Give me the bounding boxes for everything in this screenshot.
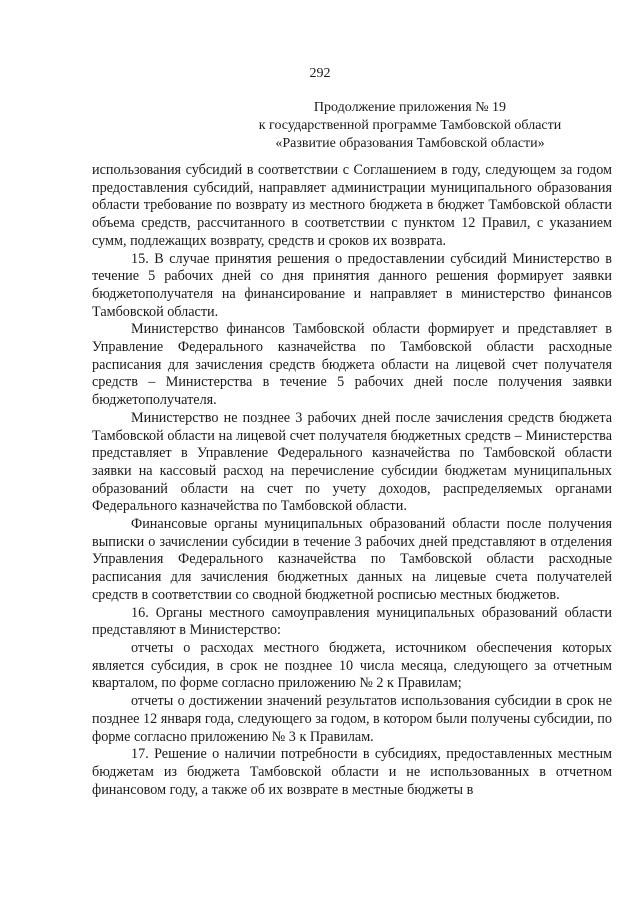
paragraph-item-17: 17. Решение о наличии потребности в субсидиях, предоставленных местным бюджетам из бюджета Тамбовской области и не использованных в отчетном финансовом году, а также об их возврате в местные бюджеты в [92,746,612,798]
paragraph-finance-ministry: Министерство финансов Тамбовской области формирует и представляет в Управление Федерального казначейства по Тамбовской области расходные расписания для зачисления средств бюджета области на лицевой счет получателя средств – Министерства в течение 5 рабочих дней после получения заявки бюджетополучателя. [92,321,612,409]
paragraph-item-15: 15. В случае принятия решения о предоставлении субсидий Министерство в течение 5 рабочих дней со дня принятия данного решения формирует заявки бюджетополучателя на финансирование и направляет в министерство финансов Тамбовской области. [92,250,612,320]
paragraph-continuation: использования субсидий в соответствии с Соглашением в году, следующем за годом предоставления субсидий, направляет администрации муниципального образования области требование по возврату из местного бюджета в бюджет Тамбовской области объема средств, рассчитанного в соответствии с пунктом 12 Правил, с указанием сумм, подлежащих возврату, средств и сроков их возврата. [92,162,612,249]
page-number: 292 [309,66,331,81]
document-body [92,162,612,799]
appendix-header [220,99,600,153]
paragraph-item-16: 16. Органы местного самоуправления муниципальных образований области представляют в Министерство: [92,604,612,639]
paragraph-ministry-transfer: Министерство не позднее 3 рабочих дней после зачисления средств бюджета Тамбовской области на лицевой счет получателя бюджетных средств – Министерства представляет в Управление Федерального казначейства по Тамбовской области заявки на кассовый расход на перечисление субсидии бюджетам муниципальных образований области на счет по учету доходов, распределяемых органами Федерального казначейства по Тамбовской области. [92,409,612,515]
header-line-3: «Развитие образования Тамбовской области» [275,136,545,151]
paragraph-result-reports: отчеты о достижении значений результатов использования субсидии в срок не позднее 12 января года, следующего за годом, в котором были получены субсидии, по форме согласно приложению № 3 к Правилам. [92,693,612,745]
paragraph-expense-reports: отчеты о расходах местного бюджета, источником обеспечения которых является субсидия, в срок не позднее 10 числа месяца, следующего за отчетным кварталом, по форме согласно приложению № 2 к Правилам; [92,639,612,692]
header-line-1: Продолжение приложения № 19 [313,100,507,115]
paragraph-financial-bodies: Финансовые органы муниципальных образований области после получения выписки о зачислении субсидии в течение 3 рабочих дней представляют в отделения Управления Федерального казначейства по Тамбовской области расходные расписания для зачисления бюджетных данных на лицевые счета получателей средств в соответствии со сводной бюджетной росписью местных бюджетов. [92,516,612,603]
header-line-2: к государственной программе Тамбовской области [258,118,562,133]
